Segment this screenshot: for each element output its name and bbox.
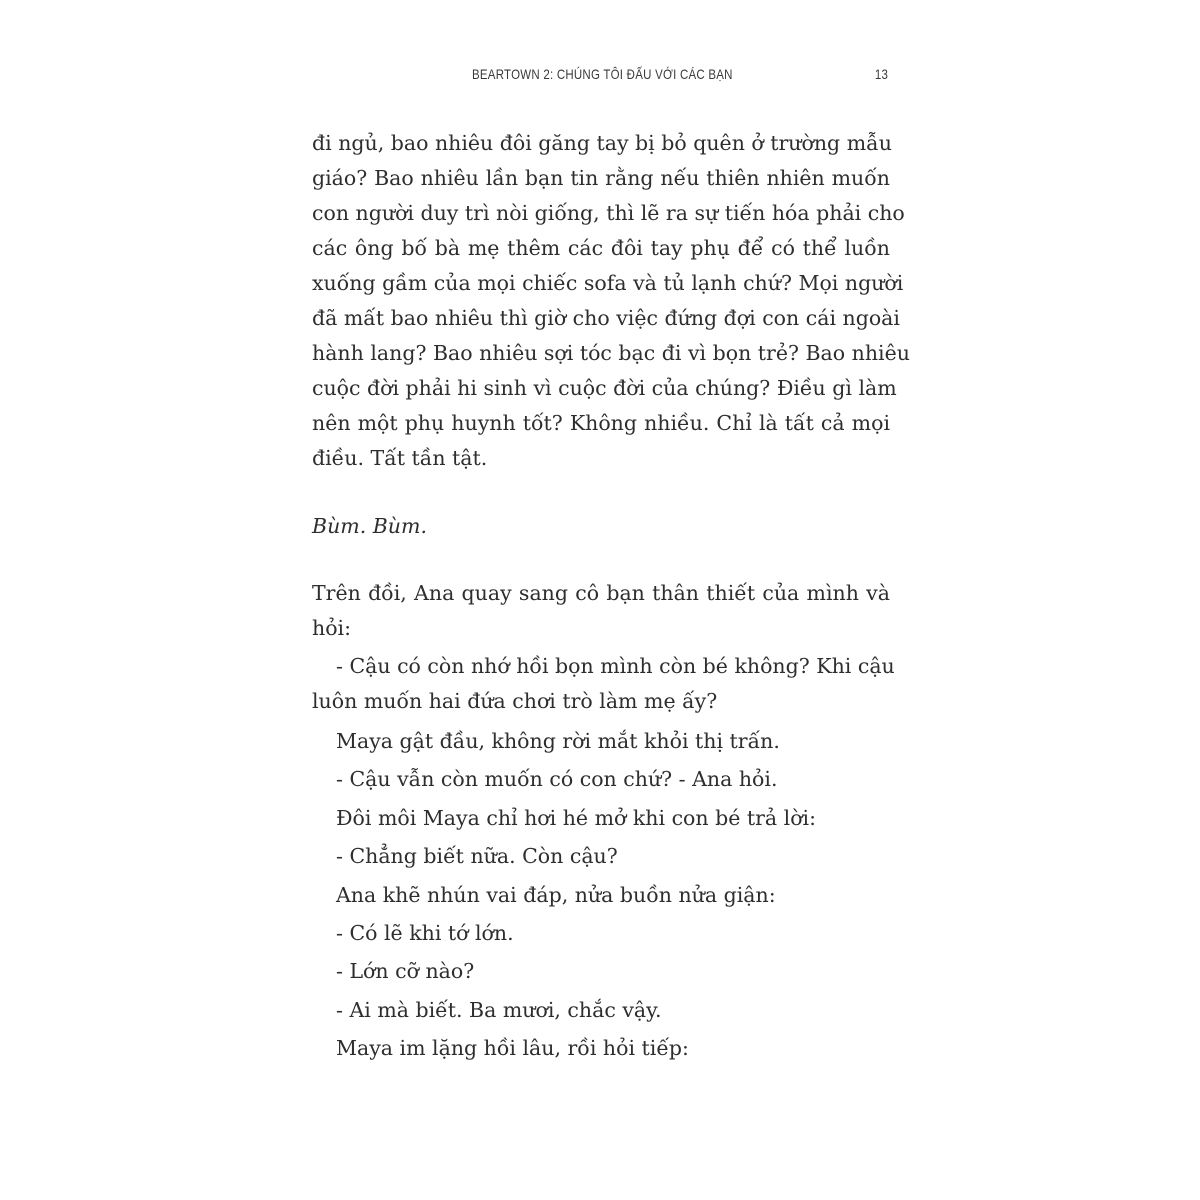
text-line: con người duy trì nòi giống, thì lẽ ra sự tiến hóa phải cho — [312, 201, 905, 225]
dialogue-line: - Lớn cỡ nào? — [336, 959, 475, 984]
text-line: nên một phụ huynh tốt? Không nhiều. Chỉ là tất cả mọi — [312, 411, 890, 435]
text-line: Trên đồi, Ana quay sang cô bạn thân thiết của mình và — [312, 581, 890, 605]
dialogue-line: Đôi môi Maya chỉ hơi hé mở khi con bé trả lời: — [336, 805, 817, 830]
text-line: điều. Tất tần tật. — [312, 446, 488, 470]
text-line: các ông bố bà mẹ thêm các đôi tay phụ để có thể luồn — [312, 236, 890, 260]
dialogue-line: Maya im lặng hồi lâu, rồi hỏi tiếp: — [336, 1036, 689, 1061]
text-line: đã mất bao nhiêu thì giờ cho việc đứng đợi con cái ngoài — [312, 306, 900, 330]
text-line: hỏi: — [312, 616, 352, 640]
dialogue-line: - Chẳng biết nữa. Còn cậu? — [336, 844, 618, 869]
paragraph-2 — [312, 576, 890, 646]
paragraph-1 — [312, 126, 910, 476]
paragraph-3 — [312, 649, 895, 719]
dialogue-line: - Ai mà biết. Ba mươi, chắc vậy. — [336, 997, 662, 1022]
text-line: hành lang? Bao nhiêu sợi tóc bạc đi vì bọn trẻ? Bao nhiêu — [312, 341, 910, 365]
text-line: xuống gầm của mọi chiếc sofa và tủ lạnh chứ? Mọi người — [312, 271, 904, 295]
text-line: giáo? Bao nhiêu lần bạn tin rằng nếu thiên nhiên muốn — [312, 166, 890, 190]
running-title: BEARTOWN 2: CHÚNG TÔI ĐẤU VỚI CÁC BẠN — [472, 66, 733, 82]
dialogue-line: - Cậu vẫn còn muốn có con chứ? - Ana hỏi. — [336, 767, 778, 792]
dialogue-line: - Có lẽ khi tớ lớn. — [336, 920, 514, 945]
text-line: cuộc đời phải hi sinh vì cuộc đời của chúng? Điều gì làm — [312, 376, 897, 400]
dialogue-line: Maya gật đầu, không rời mắt khỏi thị trấn. — [336, 729, 780, 753]
interlude-text: Bùm. Bùm. — [312, 514, 427, 538]
text-line: đi ngủ, bao nhiêu đôi găng tay bị bỏ quên ở trường mẫu — [312, 131, 892, 155]
dialogue-line: Ana khẽ nhún vai đáp, nửa buồn nửa giận: — [336, 882, 776, 907]
dialogue-block — [312, 722, 890, 1068]
running-header — [312, 62, 888, 88]
page-number: 13 — [874, 66, 888, 82]
text-line: luôn muốn hai đứa chơi trò làm mẹ ấy? — [312, 689, 718, 713]
text-line: - Cậu có còn nhớ hồi bọn mình còn bé không? Khi cậu — [336, 654, 895, 678]
